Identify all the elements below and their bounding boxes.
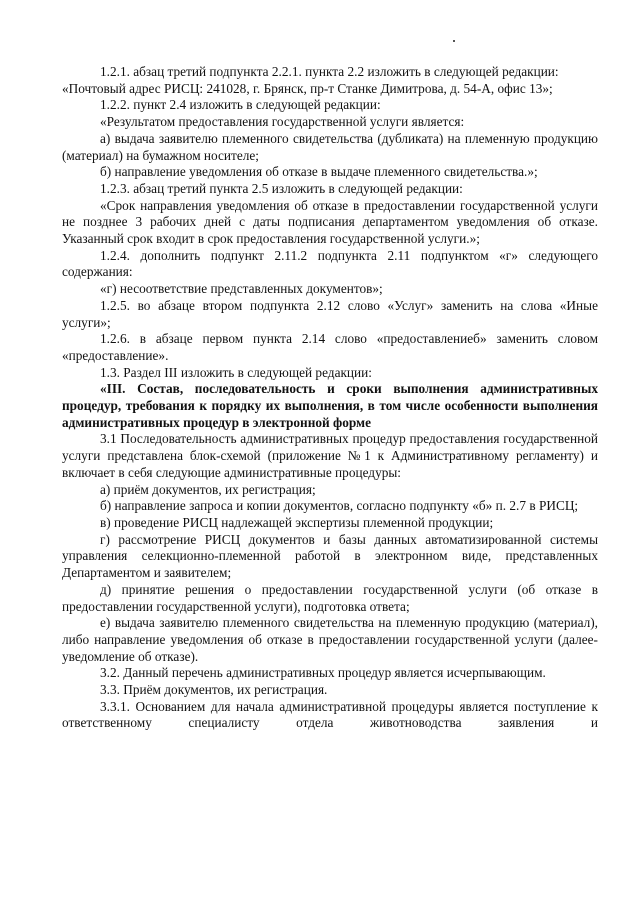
paragraph-3-3-1: 3.3.1. Основанием для начала административной процедуры является поступление к ответственному специалисту отдела животноводства заявления и — [62, 698, 598, 731]
paragraph-deadline: «Срок направления уведомления об отказе в предоставлении государственной услуги не позднее 3 рабочих дней с даты подписания департаментом уведомления об отказе. Указанный срок входит в срок предоставления государственной услуги.»; — [62, 197, 598, 247]
paragraph-1-3: 1.3. Раздел III изложить в следующей редакции: — [100, 364, 372, 380]
paragraph-1-2-4: 1.2.4. дополнить подпункт 2.11.2 подпункта 2.11 подпунктом «г» следующего содержания: — [62, 247, 598, 280]
paragraph-postal-address: «Почтовый адрес РИСЦ: 241028, г. Брянск, пр-т Станке Димитрова, д. 54-А, офис 13»; — [62, 80, 553, 96]
procedure-item-v: в) проведение РИСЦ надлежащей экспертизы племенной продукции; — [100, 514, 494, 530]
procedure-item-g: г) рассмотрение РИСЦ документов и базы данных автоматизированной системы управления селекционно-племенной работой в электронном виде, представленных Департаментом и заявителем; — [62, 531, 598, 581]
procedure-item-b: б) направление запроса и копии документов, согласно подпункту «б» п. 2.7 в РИСЦ; — [100, 498, 579, 514]
paragraph-1-2-3: 1.2.3. абзац третий пункта 2.5 изложить в следующей редакции: — [100, 180, 463, 196]
paragraph-result-b: б) направление уведомления об отказе в выдаче племенного свидетельства.»; — [100, 164, 538, 180]
paragraph-3-2: 3.2. Данный перечень административных процедур является исчерпывающим. — [100, 665, 546, 681]
procedure-item-d: д) принятие решения о предоставлении государственной услуги (об отказе в предоставлении государственной услуги), подготовка ответа; — [62, 581, 598, 614]
paragraph-item-g: «г) несоответствие представленных документов»; — [100, 281, 383, 297]
paragraph-3-3: 3.3. Приём документов, их регистрация. — [100, 682, 328, 698]
document-body — [62, 64, 598, 732]
paragraph-1-2-5: 1.2.5. во абзаце втором подпункта 2.12 слово «Услуг» заменить на слова «Иные услуги»; — [62, 297, 598, 330]
scan-speck — [453, 40, 455, 42]
procedure-item-e: е) выдача заявителю племенного свидетельства на племенную продукцию (материал), либо направление уведомления об отказе в предоставлении государственной услуги (далее-уведомление об отказе). — [62, 615, 598, 664]
procedure-item-a: а) приём документов, их регистрация; — [100, 481, 316, 497]
paragraph-3-1: 3.1 Последовательность административных процедур предоставления государственной услуги представлена блок-схемой (приложение №1 к Административному регламенту) и включает в себя следующие административные процедуры: — [62, 431, 598, 480]
paragraph-1-2-1: 1.2.1. абзац третий подпункта 2.2.1. пункта 2.2 изложить в следующей редакции: — [100, 64, 559, 79]
paragraph-1-2-2: 1.2.2. пункт 2.4 изложить в следующей редакции: — [100, 97, 381, 113]
paragraph-result-intro: «Результатом предоставления государственной услуги является: — [100, 114, 465, 130]
paragraph-result-a: а) выдача заявителю племенного свидетельства (дубликата) на племенную продукцию (материал) на бумажном носителе; — [62, 130, 598, 163]
paragraph-1-2-6: 1.2.6. в абзаце первом пункта 2.14 слово «предоставлениеб» заменить словом «предоставление». — [62, 331, 598, 363]
section-heading-iii: «III. Состав, последовательность и сроки выполнения административных процедур, требования к порядку их выполнения, в том числе особенности выполнения административных процедур в электронной форме — [62, 381, 598, 430]
